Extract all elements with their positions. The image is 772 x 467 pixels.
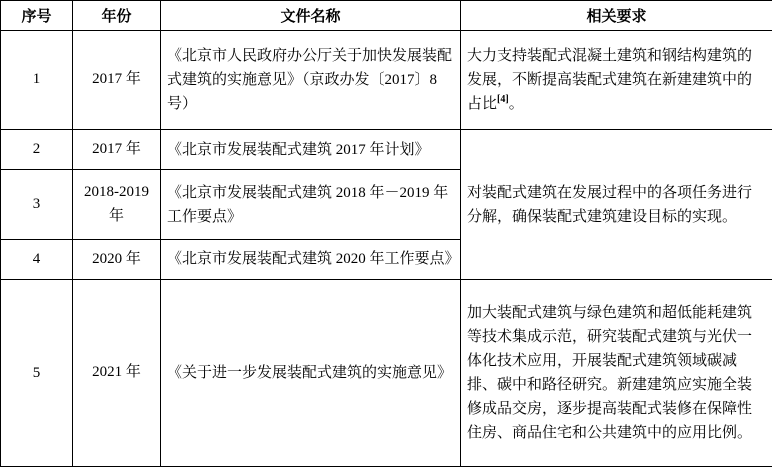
cell-no: 1 [1, 31, 73, 130]
footnote-marker: [4] [497, 93, 509, 105]
table-row [1, 280, 772, 467]
cell-document-name: 《北京市发展装配式建筑 2020 年工作要点》 [161, 239, 461, 279]
requirements-text-tail: 。 [508, 95, 524, 112]
cell-year: 2017 年 [73, 31, 161, 130]
cell-no: 2 [1, 129, 73, 169]
cell-document-name: 《关于进一步发展装配式建筑的实施意见》 [161, 280, 461, 467]
cell-no: 4 [1, 239, 73, 279]
cell-requirements [461, 31, 772, 130]
table-row [1, 31, 772, 130]
column-header-requirements: 相关要求 [461, 1, 772, 31]
cell-requirements: 加大装配式建筑与绿色建筑和超低能耗建筑等技术集成示范，研究装配式建筑与光伏一体化技术应用，开展装配式建筑领域碳减排、碳中和路径研究。新建建筑应实施全装修成品交房，逐步提高装配式装修在保障性住房、商品住宅和公共建筑中的应用比例。 [461, 280, 772, 467]
cell-year: 2020 年 [73, 239, 161, 279]
requirements-text: 大力支持装配式混凝土建筑和钢结构建筑的发展，不断提高装配式建筑在新建建筑中的占比 [467, 47, 753, 112]
cell-document-name: 《北京市人民政府办公厅关于加快发展装配式建筑的实施意见》（京政办发〔2017〕8 号） [161, 31, 461, 130]
table-body [1, 31, 772, 467]
cell-year: 2018-2019 年 [73, 170, 161, 240]
table-row [1, 129, 772, 169]
cell-year: 2021 年 [73, 280, 161, 467]
table-header [1, 1, 772, 31]
column-header-no: 序号 [1, 1, 73, 31]
cell-document-name: 《北京市发展装配式建筑 2018 年－2019 年工作要点》 [161, 170, 461, 240]
cell-year: 2017 年 [73, 129, 161, 169]
column-header-document-name: 文件名称 [161, 1, 461, 31]
cell-requirements: 对装配式建筑在发展过程中的各项任务进行分解，确保装配式建筑建设目标的实现。 [461, 129, 772, 279]
cell-no: 5 [1, 280, 73, 467]
table-header-row [1, 1, 772, 31]
cell-no: 3 [1, 170, 73, 240]
cell-document-name: 《北京市发展装配式建筑 2017 年计划》 [161, 129, 461, 169]
column-header-year: 年份 [73, 1, 161, 31]
